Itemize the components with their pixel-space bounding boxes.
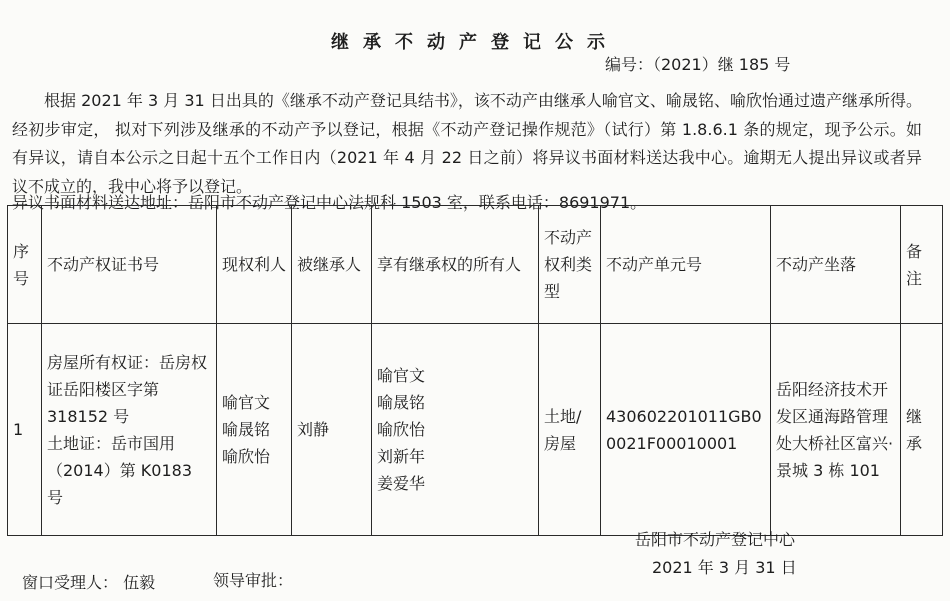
cert-house: 房屋所有权证：岳房权证岳阳楼区字第 318152 号 [47,352,208,426]
heir-name: 喻晟铭 [377,393,426,412]
cert-land: 土地证：岳市国用（2014）第 K0183 号 [47,433,193,507]
cell-type: 土地/房屋 [539,324,601,536]
table-header-row [8,206,943,324]
cell-holders [217,324,292,536]
registration-table [7,205,943,536]
header-seq: 序号 [8,206,42,324]
header-unit: 不动产单元号 [601,206,771,324]
window-accepter: 窗口受理人： 伍毅 [22,573,156,592]
cell-heirs [372,324,539,536]
notice-paragraph: 根据 2021 年 3 月 31 日出具的《继承不动产登记具结书》，该不动产由继承人喻官文、喻晟铭、喻欣怡通过遗产继承所得。经初步审定， 拟对下列涉及继承的不动产予以登记，根据《不动产登记操作规范》（试行）第 1.8.6.1 条的规定，现予公示。如有异议，请自本公示之日起十五个工作日内（2021 年 4 月 22 日之前）将异议书面材料送达我中心。逾期无人提出异议或者异议不成立的，我中心将予以登记。 [12,91,922,196]
heir-name: 姜爱华 [377,474,426,493]
cell-cert [42,324,217,536]
cell-seq: 1 [8,324,42,536]
header-deceased: 被继承人 [292,206,372,324]
heir-name: 喻官文 [377,366,426,385]
heir-name: 喻欣怡 [377,420,426,439]
header-type: 不动产权利类型 [539,206,601,324]
header-holder: 现权利人 [217,206,292,324]
header-heirs: 享有继承权的所有人 [372,206,539,324]
holder-name: 喻欣怡 [222,447,271,466]
document-title: 继承不动产登记公示 [331,32,619,53]
header-remark: 备注 [901,206,943,324]
table-row [8,324,943,536]
document-code: 编号：（2021）继 185 号 [605,55,791,74]
header-location: 不动产坐落 [771,206,901,324]
objection-address: 异议书面材料送达地址：岳阳市不动产登记中心法规科 1503 室，联系电话：8691971。 [12,193,647,212]
holder-name: 喻晟铭 [222,420,271,439]
leader-approval: 领导审批： [213,571,294,590]
header-cert: 不动产权证书号 [42,206,217,324]
cell-location: 岳阳经济技术开发区通海路管理处大桥社区富兴·景城 3 栋 101 [771,324,901,536]
cell-unit: 430602201011GB00021F00010001 [601,324,771,536]
cell-remark: 继承 [901,324,943,536]
signature-date: 2021 年 3 月 31 日 [652,558,797,577]
cell-deceased: 刘静 [292,324,372,536]
holder-name: 喻官文 [222,393,271,412]
heir-name: 刘新年 [377,447,426,466]
signature-org: 岳阳市不动产登记中心 [635,530,796,549]
